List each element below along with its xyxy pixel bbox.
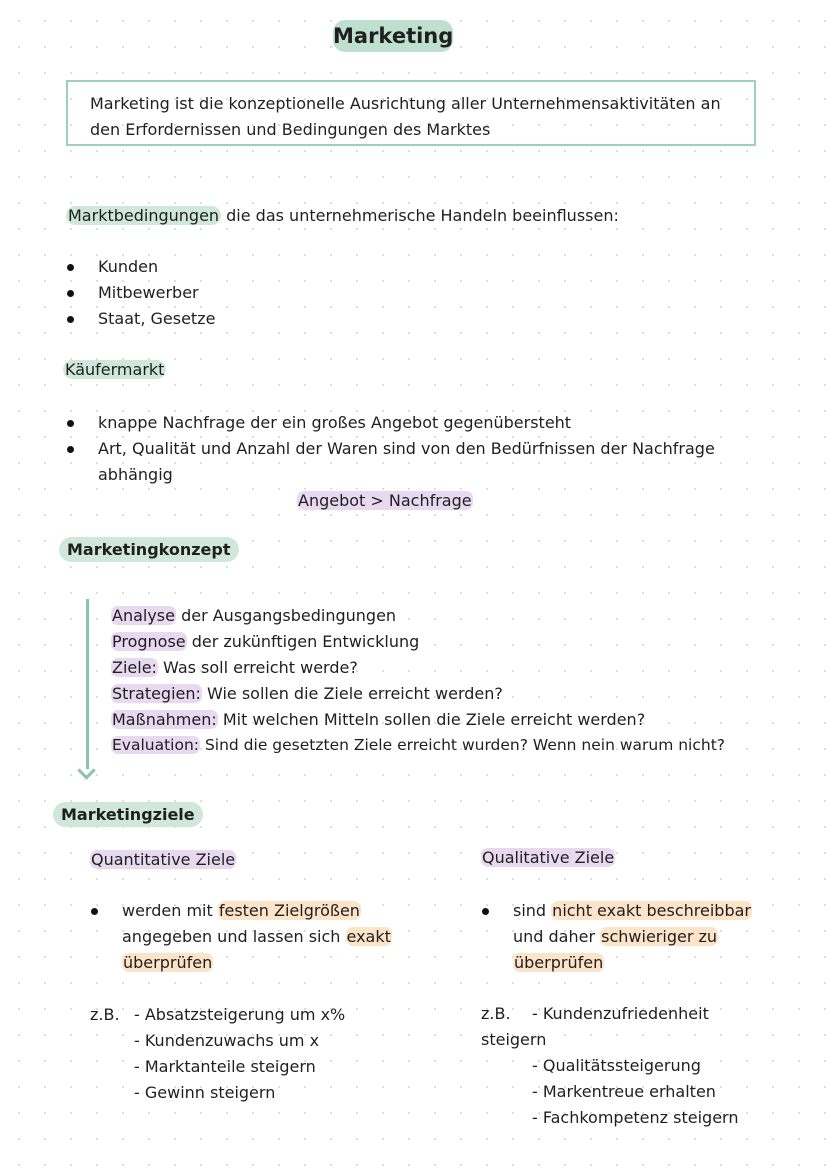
- bullet-icon: [91, 908, 98, 915]
- bullet-icon: [67, 290, 74, 297]
- page-title: Marketing: [333, 20, 453, 52]
- marktbedingungen-term: Marktbedingungen: [68, 206, 220, 225]
- marktbedingungen-intro: [66, 206, 619, 225]
- list-item: Staat, Gesetze: [98, 309, 216, 328]
- definition-box: [66, 80, 756, 146]
- konzept-step: Evaluation: Sind die gesetzten Ziele erreicht wurden? Wenn nein warum nicht?: [112, 736, 726, 754]
- bullet-icon: [67, 446, 74, 453]
- formula: Angebot > Nachfrage: [298, 491, 472, 510]
- example-item-continuation: steigern: [481, 1030, 547, 1049]
- marketingziele-heading: Marketingziele: [53, 802, 203, 827]
- zb-label: z.B.: [90, 1005, 120, 1024]
- example-item: - Qualitätssteigerung: [532, 1056, 701, 1075]
- qualitative-line-2: und daher schwieriger zu: [513, 927, 718, 946]
- list-item: Mitbewerber: [98, 283, 199, 302]
- example-item: - Absatzsteigerung um x%: [134, 1005, 346, 1024]
- qualitative-line-3: überprüfen: [514, 953, 604, 972]
- bullet-icon: [67, 316, 74, 323]
- konzept-step: Strategien: Wie sollen die Ziele erreicht werden?: [112, 684, 503, 703]
- example-item: - Markentreue erhalten: [532, 1082, 716, 1101]
- quantitative-line-3: überprüfen: [123, 953, 213, 972]
- list-item: Art, Qualität und Anzahl der Waren sind von den Bedürfnissen der Nachfrage: [98, 439, 715, 458]
- example-item: - Marktanteile steigern: [134, 1057, 316, 1076]
- konzept-step: Analyse der Ausgangsbedingungen: [112, 606, 397, 625]
- bullet-icon: [67, 264, 74, 271]
- list-item-continuation: abhängig: [98, 465, 173, 484]
- bullet-icon: [482, 908, 489, 915]
- zb-label: z.B.: [481, 1004, 511, 1023]
- konzept-step: Ziele: Was soll erreicht werde?: [112, 658, 358, 677]
- quantitative-heading: Quantitative Ziele: [91, 850, 236, 869]
- konzept-step: Prognose der zukünftigen Entwicklung: [112, 632, 420, 651]
- flow-arrow-line: [86, 599, 89, 769]
- marktbedingungen-rest: die das unternehmerische Handeln beeinflussen:: [221, 206, 619, 225]
- marketingkonzept-heading: Marketingkonzept: [59, 537, 239, 562]
- list-item: knappe Nachfrage der ein großes Angebot gegenübersteht: [98, 413, 572, 432]
- qualitative-heading: Qualitative Ziele: [482, 848, 615, 867]
- quantitative-line-2: angegeben und lassen sich exakt: [122, 927, 391, 946]
- bullet-icon: [67, 420, 74, 427]
- qualitative-line-1: sind nicht exakt beschreibbar: [513, 901, 751, 920]
- definition-line-2: den Erfordernissen und Bedingungen des Marktes: [90, 120, 491, 139]
- list-item: Kunden: [98, 257, 159, 276]
- arrow-down-icon: [77, 761, 95, 779]
- quantitative-line-1: werden mit festen Zielgrößen: [122, 901, 360, 920]
- kaeufermarkt-heading: Käufermarkt: [65, 360, 165, 379]
- example-item: - Kundenzufriedenheit: [532, 1004, 709, 1023]
- example-item: - Kundenzuwachs um x: [134, 1031, 320, 1050]
- example-item: - Fachkompetenz steigern: [532, 1108, 739, 1127]
- konzept-step: Maßnahmen: Mit welchen Mitteln sollen die Ziele erreicht werden?: [112, 710, 646, 729]
- example-item: - Gewinn steigern: [134, 1083, 276, 1102]
- definition-line-1: Marketing ist die konzeptionelle Ausrichtung aller Unternehmensaktivitäten an: [90, 94, 721, 113]
